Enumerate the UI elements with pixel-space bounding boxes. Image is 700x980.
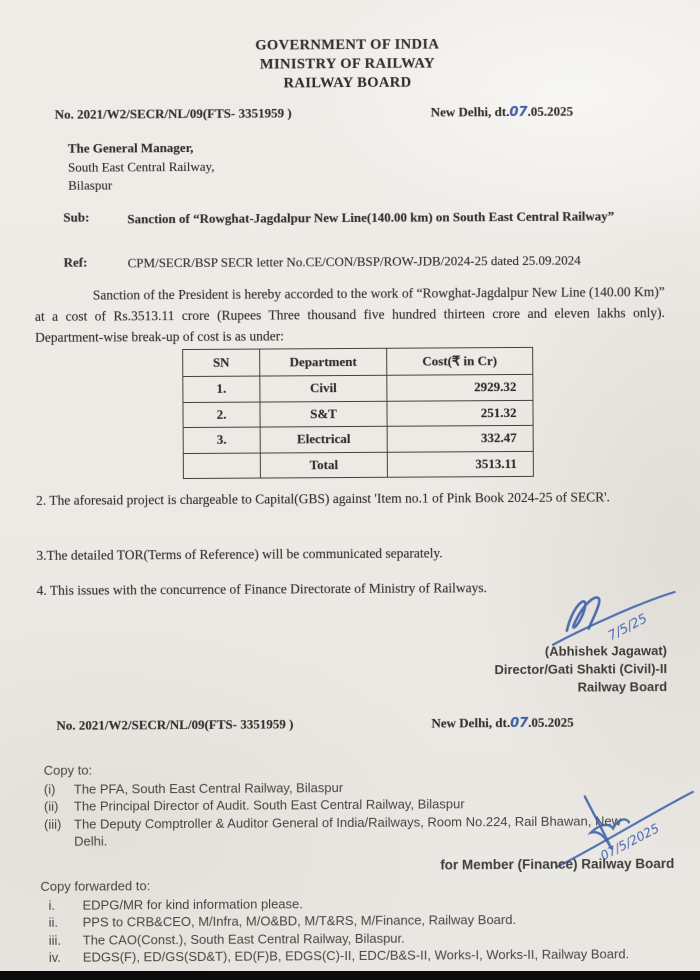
addressee-name: The General Manager, [67, 139, 194, 156]
table-row [183, 374, 533, 402]
cell-sn [183, 453, 260, 479]
header-cost: Cost(₹ in Cr) [387, 347, 533, 375]
item-text: The PFA, South East Central Railway, Bilaspur [73, 779, 344, 797]
scan-bottom-bar [0, 971, 700, 980]
letterhead-line1: GOVERNMENT OF INDIA [255, 36, 440, 54]
handwritten-day-top: 07 [509, 104, 528, 121]
signatory-block [494, 642, 667, 697]
letterhead-line3: RAILWAY BOARD [283, 74, 412, 92]
cell-department: Civil [260, 375, 387, 401]
copy-to-label: Copy to: [43, 762, 93, 778]
item-number: (iii) [43, 816, 62, 832]
item-number: iii. [48, 932, 62, 948]
member-finance-signoff: for Member (Finance) Railway Board [440, 856, 675, 873]
letter-number-bottom: No. 2021/W2/SECR/NL/09(FTS- 3351959 ) [56, 716, 294, 733]
item-text: The CAO(Const.), South East Central Railway, Bilaspur. [82, 930, 405, 948]
handwritten-sign-date-director: 7/5/25 [605, 611, 650, 644]
place-date-rest: .05.2025 [527, 103, 574, 119]
handwritten-sign-date-member: 07/5/2025 [597, 820, 662, 864]
cell-department: Electrical [260, 426, 387, 452]
cell-total-label: Total [260, 452, 387, 478]
item-number: (i) [43, 781, 56, 797]
cell-cost: 2929.32 [387, 374, 533, 400]
body-paragraph-1: Sanction of the President is hereby accorded to the work of “Rowghat-Jagdalpur New Line (140.00 Km)” at a cost of Rs.3513.11 crore (Rupees Three thousand five hundred thirteen crore and eleven lakhs only). Department-wise break-up of cost is as under: [34, 284, 665, 345]
copy-forwarded-item [41, 945, 671, 966]
cell-sn: 2. [183, 402, 260, 428]
item-text: The Deputy Comptroller & Auditor General of India/Railways, Room No.224, Rail Bhawan, New Delhi. [73, 812, 622, 849]
addressee-city: Bilaspur [68, 177, 113, 193]
subject-label: Sub: [63, 209, 90, 225]
copy-forwarded-section [40, 874, 671, 966]
item-number: iv. [48, 949, 61, 965]
place-date-top [431, 104, 573, 121]
cell-department: S&T [260, 401, 387, 427]
item-number: i. [48, 897, 56, 913]
cell-sn: 3. [183, 427, 260, 453]
letterhead-line2: MINISTRY OF RAILWAY [259, 55, 435, 73]
place-date-rest: .05.2025 [528, 714, 574, 730]
item-number: (ii) [43, 798, 59, 814]
subject-text: Sanction of “Rowghat-Jagdalpur New Line(140.00 km) on South East Central Railway” [127, 208, 615, 227]
reference-text: CPM/SECR/BSP SECR letter No.CE/CON/BSP/ROW-JDB/2024-25 dated 25.09.2024 [127, 252, 581, 271]
addressee-railway: South East Central Railway, [67, 158, 215, 175]
table-total-row [183, 451, 533, 479]
cost-breakup-table [182, 347, 534, 479]
table-header-row [183, 347, 533, 376]
copy-forwarded-label: Copy forwarded to: [40, 878, 151, 894]
header-sn: SN [183, 349, 260, 376]
reference-label: Ref: [63, 254, 88, 270]
item-text: EDPG/MR for kind information please. [82, 895, 303, 913]
item-text: PPS to CRB&CEO, M/Infra, M/O&BD, M/T&RS, M/Finance, Railway Board. [82, 911, 517, 930]
table-row [183, 400, 533, 428]
place-date-bottom [431, 715, 573, 732]
cell-cost: 332.47 [387, 425, 533, 451]
letterhead [0, 34, 698, 95]
item-text: EDGS(F), ED/GS(SD&T), ED(F)B, EDGS(C)-II, EDC/B&S-II, Works-I, Works-II, Railway Board. [82, 946, 630, 965]
body-paragraph-2: 2. The aforesaid project is chargeable to Capital(GBS) against 'Item no.1 of Pink Book 2024-25 of SECR'. [36, 489, 610, 508]
signatory-designation: Director/Gati Shakti (Civil)-II [494, 661, 668, 678]
item-number: ii. [48, 914, 59, 930]
header-department: Department [260, 348, 387, 376]
addressee-block [68, 139, 215, 195]
place-date-prefix: New Delhi, dt. [430, 104, 510, 120]
cell-total-cost: 3513.11 [387, 451, 533, 477]
table-row [183, 425, 533, 453]
cell-sn: 1. [183, 376, 260, 402]
body-paragraph-4: 4. This issues with the concurrence of Finance Directorate of Ministry of Railways. [36, 580, 488, 598]
handwritten-day-bottom: 07 [510, 715, 529, 732]
cell-cost: 251.32 [387, 400, 533, 426]
signatory-name: (Abhishek Jagawat) [544, 643, 668, 659]
item-text: The Principal Director of Audit. South East Central Railway, Bilaspur [73, 796, 465, 814]
body-paragraph-3: 3.The detailed TOR(Terms of Reference) will be communicated separately. [36, 545, 443, 563]
place-date-prefix: New Delhi, dt. [431, 715, 511, 731]
signatory-organisation: Railway Board [577, 679, 668, 695]
letter-number-top: No. 2021/W2/SECR/NL/09(FTS- 3351959 ) [54, 105, 292, 122]
